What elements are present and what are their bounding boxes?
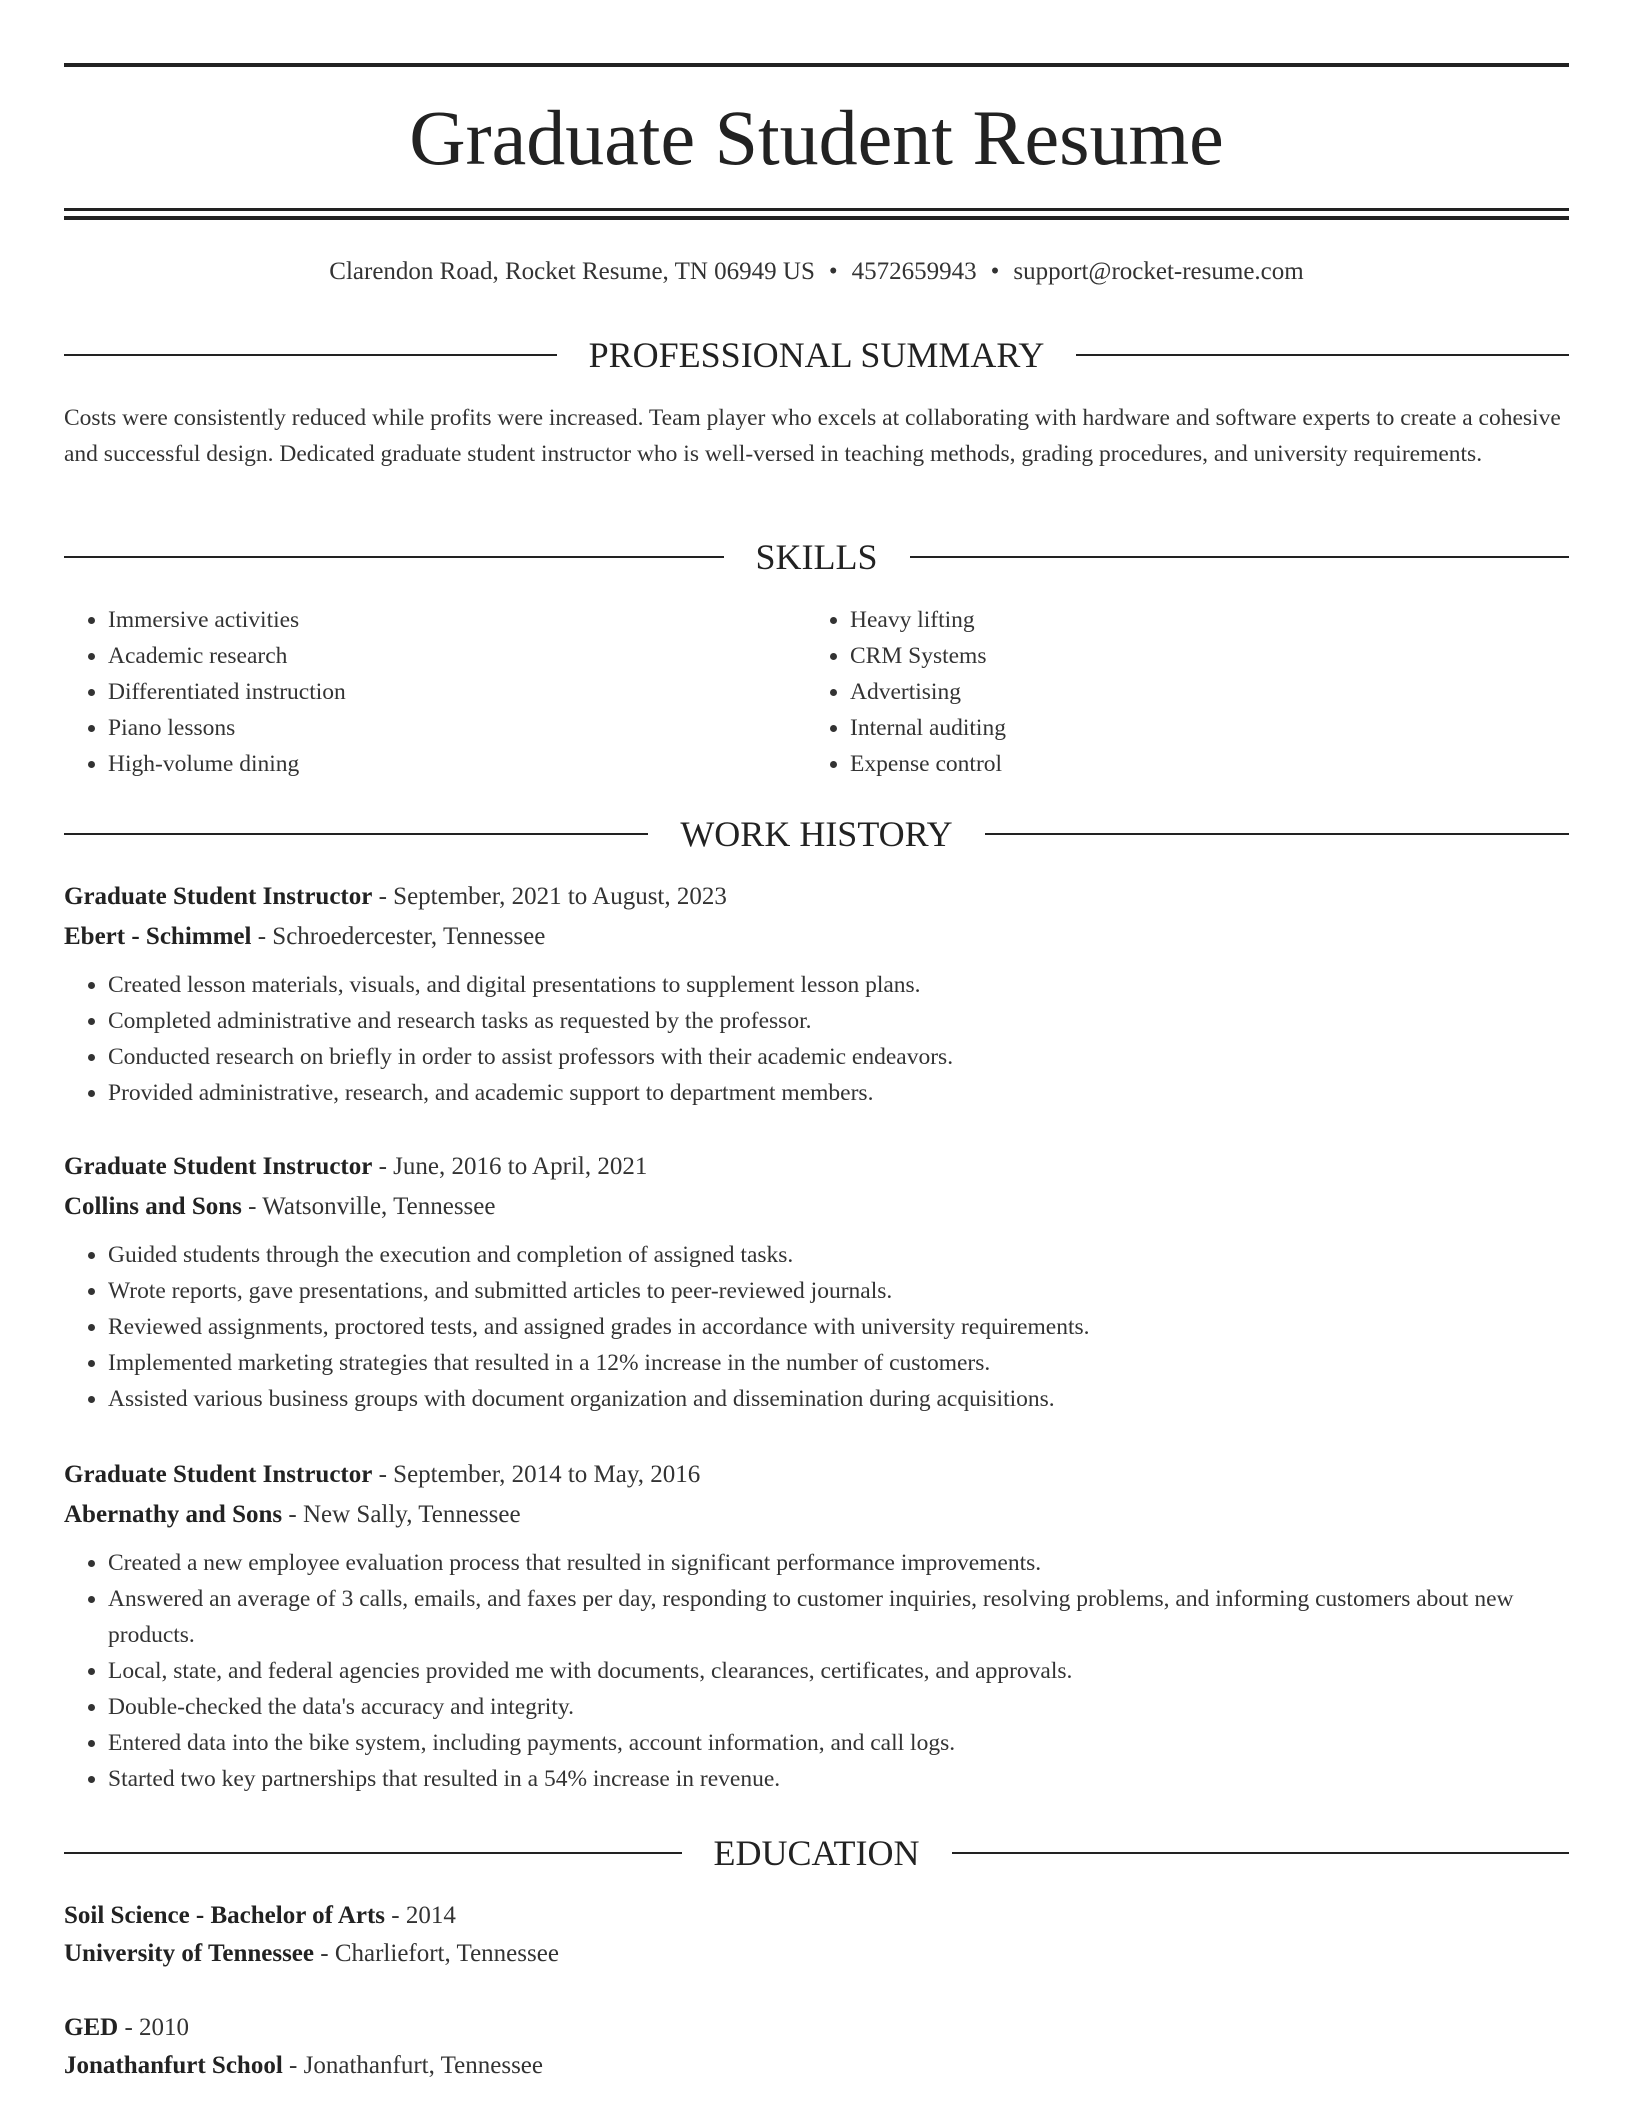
title-rule-lower xyxy=(64,216,1569,220)
job-entry xyxy=(64,877,1569,1111)
education-school: Jonathanfurt School xyxy=(64,2052,283,2079)
job-dates: - September, 2014 to May, 2016 xyxy=(372,1461,701,1488)
skill-item: • Immersive activities xyxy=(108,602,804,638)
job-title: Graduate Student Instructor xyxy=(64,883,373,910)
education-degree-line xyxy=(64,2009,1569,2047)
job-company: Ebert - Schimmel xyxy=(64,923,252,950)
job-bullets xyxy=(64,967,1569,1111)
skills-list xyxy=(806,602,1546,782)
job-bullet: • Guided students through the execution and completion of assigned tasks. xyxy=(108,1237,1569,1273)
contact-email: support@rocket-resume.com xyxy=(1013,258,1304,285)
section-heading-skills xyxy=(64,532,1569,582)
skills-list xyxy=(64,602,804,782)
job-bullet: • Created a new employee evaluation process that resulted in significant performance improvements. xyxy=(108,1545,1569,1581)
job-title: Graduate Student Instructor xyxy=(64,1153,373,1180)
job-company-line xyxy=(64,917,1569,957)
job-title-line xyxy=(64,877,1569,917)
job-bullet: • Implemented marketing strategies that resulted in a 12% increase in the number of customers. xyxy=(108,1345,1569,1381)
education-location: - Charliefort, Tennessee xyxy=(314,1940,559,1967)
skill-item: • Piano lessons xyxy=(108,710,804,746)
contact-line xyxy=(64,254,1569,290)
job-bullet: • Answered an average of 3 calls, emails, and faxes per day, responding to customer inquiries, resolving problems, and informing customers about new products. xyxy=(108,1581,1569,1653)
job-company: Collins and Sons xyxy=(64,1193,242,1220)
contact-address: Clarendon Road, Rocket Resume, TN 06949 US xyxy=(329,258,815,285)
title-rule-upper xyxy=(64,208,1569,211)
education-year: - 2014 xyxy=(385,1902,456,1929)
job-title-line xyxy=(64,1147,1569,1187)
heading-rule xyxy=(952,1852,1570,1854)
job-company-line xyxy=(64,1187,1569,1227)
section-title: WORK HISTORY xyxy=(680,814,953,854)
skill-item: • Differentiated instruction xyxy=(108,674,804,710)
job-bullet: • Double-checked the data's accuracy and integrity. xyxy=(108,1689,1569,1725)
education-year: - 2010 xyxy=(118,2014,190,2041)
job-bullets xyxy=(64,1545,1569,1797)
education-degree-line xyxy=(64,1897,1569,1935)
job-bullet: • Provided administrative, research, and academic support to department members. xyxy=(108,1075,1569,1111)
job-bullet: • Created lesson materials, visuals, and digital presentations to supplement lesson plans. xyxy=(108,967,1569,1003)
skill-item: • CRM Systems xyxy=(850,638,1546,674)
heading-rule xyxy=(985,833,1569,835)
job-dates: - June, 2016 to April, 2021 xyxy=(372,1153,648,1180)
section-title: SKILLS xyxy=(755,537,878,577)
heading-rule xyxy=(64,1852,682,1854)
job-company-line xyxy=(64,1495,1569,1535)
contact-separator: • xyxy=(990,258,1000,285)
contact-separator: • xyxy=(828,258,838,285)
education-entry xyxy=(64,1897,1569,1973)
job-location: - New Sally, Tennessee xyxy=(282,1501,521,1528)
section-heading-summary xyxy=(64,330,1569,380)
job-company: Abernathy and Sons xyxy=(64,1501,283,1528)
skills-column-left xyxy=(64,602,804,782)
education-degree: GED xyxy=(64,2014,119,2041)
job-title: Graduate Student Instructor xyxy=(64,1461,373,1488)
summary-text: Costs were consistently reduced while profits were increased. Team player who excels at collaborating with hardware and software experts to create a cohesive and successful design. Dedicated graduate student instructor who is well-versed in teaching methods, grading procedures, and university requirements. xyxy=(64,405,1561,467)
section-title: EDUCATION xyxy=(713,1833,920,1873)
job-location: - Watsonville, Tennessee xyxy=(241,1193,496,1220)
education-school-line xyxy=(64,2047,1569,2085)
education-location: - Jonathanfurt, Tennessee xyxy=(282,2052,544,2079)
section-heading-work xyxy=(64,809,1569,859)
heading-rule xyxy=(64,354,557,356)
job-bullets xyxy=(64,1237,1569,1417)
education-school-line xyxy=(64,1935,1569,1973)
heading-rule xyxy=(1076,354,1569,356)
education-school: University of Tennessee xyxy=(64,1940,314,1967)
education-degree: Soil Science - Bachelor of Arts xyxy=(64,1902,386,1929)
resume-title: Graduate Student Resume xyxy=(409,94,1224,181)
job-bullet: • Entered data into the bike system, including payments, account information, and call logs. xyxy=(108,1725,1569,1761)
top-rule xyxy=(64,63,1569,67)
job-entry xyxy=(64,1147,1569,1417)
job-dates: - September, 2021 to August, 2023 xyxy=(372,883,727,910)
job-bullet: • Local, state, and federal agencies provided me with documents, clearances, certificates, and approvals. xyxy=(108,1653,1569,1689)
job-bullet: • Reviewed assignments, proctored tests, and assigned grades in accordance with university requirements. xyxy=(108,1309,1569,1345)
job-title-line xyxy=(64,1455,1569,1495)
skill-item: • Expense control xyxy=(850,746,1546,782)
education-entry xyxy=(64,2009,1569,2085)
skill-item: • Internal auditing xyxy=(850,710,1546,746)
skill-item: • High-volume dining xyxy=(108,746,804,782)
job-bullet: • Wrote reports, gave presentations, and submitted articles to peer-reviewed journals. xyxy=(108,1273,1569,1309)
skills-column-right xyxy=(806,602,1546,782)
skill-item: • Academic research xyxy=(108,638,804,674)
skill-item: • Advertising xyxy=(850,674,1546,710)
job-bullet: • Conducted research on briefly in order to assist professors with their academic endeavors. xyxy=(108,1039,1569,1075)
contact-phone: 4572659943 xyxy=(851,258,977,285)
section-heading-education xyxy=(64,1828,1569,1878)
section-title: PROFESSIONAL SUMMARY xyxy=(588,335,1045,375)
heading-rule xyxy=(910,556,1570,558)
job-bullet: • Completed administrative and research tasks as requested by the professor. xyxy=(108,1003,1569,1039)
heading-rule xyxy=(64,556,724,558)
job-bullet: • Assisted various business groups with document organization and dissemination during acquisitions. xyxy=(108,1381,1569,1417)
job-entry xyxy=(64,1455,1569,1797)
job-bullet: • Started two key partnerships that resulted in a 54% increase in revenue. xyxy=(108,1761,1569,1797)
skill-item: • Heavy lifting xyxy=(850,602,1546,638)
heading-rule xyxy=(64,833,648,835)
job-location: - Schroedercester, Tennessee xyxy=(251,923,546,950)
